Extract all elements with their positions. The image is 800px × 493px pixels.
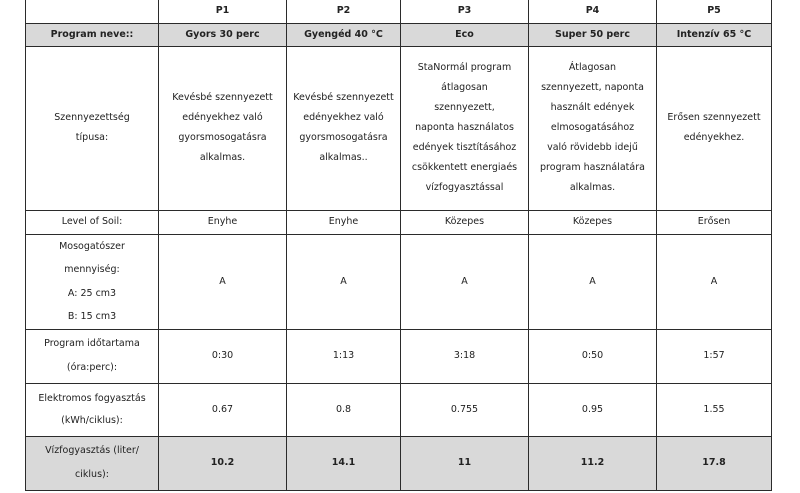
soil-type-line: való rövidebb idejű xyxy=(547,142,638,153)
column-header-p5: P5 xyxy=(657,0,772,23)
soil-type-line: használt edények xyxy=(550,102,635,113)
detergent-label xyxy=(26,234,159,329)
level-p4: Közepes xyxy=(529,210,657,234)
energy-label-line: (kWh/ciklus): xyxy=(61,414,123,426)
corner-cell xyxy=(26,0,159,23)
program-name-label: Program neve:: xyxy=(26,23,159,46)
program-name-p5: Intenzív 65 °C xyxy=(657,23,772,46)
program-name-p1: Gyors 30 perc xyxy=(159,23,287,46)
energy-p2: 0.8 xyxy=(287,383,401,436)
energy-p4: 0.95 xyxy=(529,383,657,436)
soil-type-line: alkalmas.. xyxy=(319,152,368,163)
detergent-label-line: B: 15 cm3 xyxy=(67,311,117,322)
soil-type-row xyxy=(26,46,772,210)
energy-label xyxy=(26,383,159,436)
program-name-p3: Eco xyxy=(401,23,529,46)
duration-label-line: Program időtartama xyxy=(44,338,140,349)
duration-label xyxy=(26,329,159,383)
soil-type-line: vízfogyasztással xyxy=(425,182,504,193)
soil-type-p1 xyxy=(159,46,287,210)
detergent-p5: A xyxy=(657,234,772,329)
soil-type-line: szennyezett, xyxy=(434,102,495,113)
water-p4: 11.2 xyxy=(529,436,657,490)
soil-type-line: gyorsmosogatásra xyxy=(299,132,388,143)
program-name-p2: Gyengéd 40 °C xyxy=(287,23,401,46)
water-label xyxy=(26,436,159,490)
soil-type-line: edényekhez való xyxy=(182,112,263,123)
level-of-soil-label: Level of Soil: xyxy=(26,210,159,234)
soil-type-line: Átlagosan xyxy=(568,62,617,73)
energy-label-line: Elektromos fogyasztás xyxy=(38,392,146,404)
column-header-p1: P1 xyxy=(159,0,287,23)
energy-p3: 0.755 xyxy=(401,383,529,436)
header-row xyxy=(26,0,772,23)
soil-type-line: program használatára xyxy=(540,162,645,173)
program-table xyxy=(25,0,772,491)
soil-type-line: edényekhez. xyxy=(683,132,745,143)
soil-type-line: szennyezett, naponta xyxy=(541,82,644,93)
level-of-soil-row xyxy=(26,210,772,234)
duration-p5: 1:57 xyxy=(657,329,772,383)
duration-p1: 0:30 xyxy=(159,329,287,383)
energy-row xyxy=(26,383,772,436)
water-p2: 14.1 xyxy=(287,436,401,490)
soil-type-label-line: típusa: xyxy=(75,132,109,143)
column-header-p3: P3 xyxy=(401,0,529,23)
detergent-label-line: Mosogatószer xyxy=(59,240,125,252)
detergent-label-line: A: 25 cm3 xyxy=(67,287,117,299)
column-header-p2: P2 xyxy=(287,0,401,23)
column-header-p4: P4 xyxy=(529,0,657,23)
soil-type-line: alkalmas. xyxy=(199,152,246,163)
duration-label-line: (óra:perc): xyxy=(66,362,118,373)
soil-type-line: átlagosan xyxy=(441,82,488,93)
water-row xyxy=(26,436,772,490)
level-p2: Enyhe xyxy=(287,210,401,234)
soil-type-line: alkalmas. xyxy=(569,182,616,193)
water-label-line: ciklus): xyxy=(75,469,109,480)
detergent-label-line: mennyiség: xyxy=(64,264,120,275)
soil-type-line: edényekhez való xyxy=(303,112,384,123)
program-table-container xyxy=(25,0,771,491)
level-p1: Enyhe xyxy=(159,210,287,234)
soil-type-p4 xyxy=(529,46,657,210)
level-p3: Közepes xyxy=(401,210,529,234)
program-name-p4: Super 50 perc xyxy=(529,23,657,46)
duration-p2: 1:13 xyxy=(287,329,401,383)
water-p5: 17.8 xyxy=(657,436,772,490)
energy-p1: 0.67 xyxy=(159,383,287,436)
duration-row xyxy=(26,329,772,383)
energy-p5: 1.55 xyxy=(657,383,772,436)
soil-type-line: StaNormál program xyxy=(417,62,512,73)
soil-type-p2 xyxy=(287,46,401,210)
detergent-p2: A xyxy=(287,234,401,329)
water-label-line: Vízfogyasztás (liter/ xyxy=(45,445,139,456)
soil-type-label xyxy=(26,46,159,210)
soil-type-line: edények tisztításához xyxy=(412,142,517,153)
soil-type-line: gyorsmosogatásra xyxy=(178,132,267,143)
water-p3: 11 xyxy=(401,436,529,490)
soil-type-line: Kevésbé szennyezett xyxy=(293,92,394,103)
soil-type-line: Kevésbé szennyezett xyxy=(172,92,273,103)
soil-type-line: Erősen szennyezett xyxy=(667,112,761,123)
duration-p3: 3:18 xyxy=(401,329,529,383)
detergent-row xyxy=(26,234,772,329)
level-p5: Erősen xyxy=(657,210,772,234)
soil-type-p5 xyxy=(657,46,772,210)
detergent-p3: A xyxy=(401,234,529,329)
soil-type-line: elmosogatásához xyxy=(550,122,635,133)
soil-type-p3 xyxy=(401,46,529,210)
detergent-p4: A xyxy=(529,234,657,329)
program-name-row xyxy=(26,23,772,46)
detergent-p1: A xyxy=(159,234,287,329)
duration-p4: 0:50 xyxy=(529,329,657,383)
water-p1: 10.2 xyxy=(159,436,287,490)
soil-type-label-line: Szennyezettség xyxy=(54,112,130,123)
soil-type-line: csökkentett energiaés xyxy=(411,162,518,173)
soil-type-line: naponta használatos xyxy=(415,122,514,133)
